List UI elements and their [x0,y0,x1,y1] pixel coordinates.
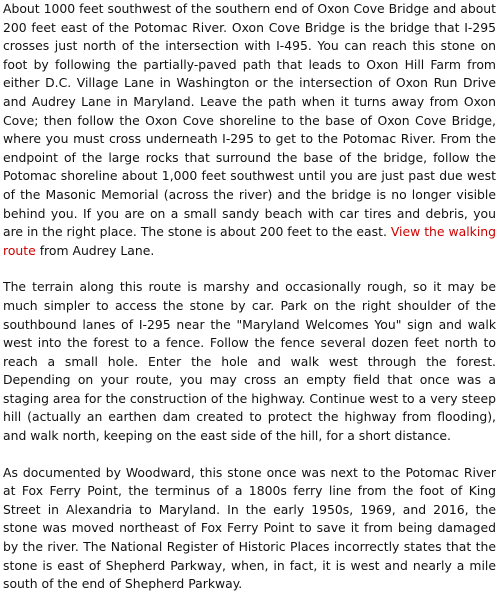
directions-text-end: from Audrey Lane. [35,242,155,258]
directions-text: About 1000 feet southwest of the southern end of Oxon Cove Bridge and about 200 feet east of the Potomac River. Oxon Cove Bridge is the bridge that I-295 crosses just north of the intersection with I-495. You can reach this stone on foot by following the partially-paved path that leads to Oxon Hill Farm from either D.C. Village Lane in Washington or the intersection of Oxon Run Drive and Audrey Lane in Maryland. Leave the path when it turns away from Oxon Cove; then follow the Oxon Cove shoreline to the base of Oxon Cove Bridge, where you must cross underneath I-295 to get to the Potomac River. From the endpoint of the large rocks that surround the base of the bridge, follow the Potomac shoreline about 1,000 feet southwest until you are just past due west of the Masonic Memorial (across the river) and the bridge is no longer visible behind you. If you are on a small sandy beach with car tires and debris, you are in the right place. The stone is about 200 feet to the east. [3,1,496,240]
paragraph-terrain: The terrain along this route is marshy and occasionally rough, so it may be much simpler to access the stone by car. Park on the right shoulder of the southbound lanes of I-295 near the "Maryland Welcomes You" sign and walk west into the forest to a fence. Follow the fence several dozen feet north to reach a small hole. Enter the hole and walk west through the forest. Depending on your route, you may cross an empty field that once was a staging area for the construction of the highway. Continue west to a very steep hill (actually an earthen dam created to protect the highway from flooding), and walk north, keeping on the east side of the hill, for a short distance. [3,279,496,444]
paragraph-history: As documented by Woodward, this stone once was next to the Potomac River at Fox Ferry Point, the terminus of a 1800s ferry line from the foot of King Street in Alexandria to Maryland. In the early 1950s, 1969, and 2016, the stone was moved northeast of Fox Ferry Point to save it from being damaged by the river. The National Register of Historic Places incorrectly states that the stone is east of Shepherd Parkway, when, in fact, it is west and nearly a mile south of the end of Shepherd Parkway. [3,464,496,592]
paragraph-directions [3,0,496,260]
article-body [3,0,496,612]
walking-route-link[interactable]: View the walking route [3,224,496,258]
